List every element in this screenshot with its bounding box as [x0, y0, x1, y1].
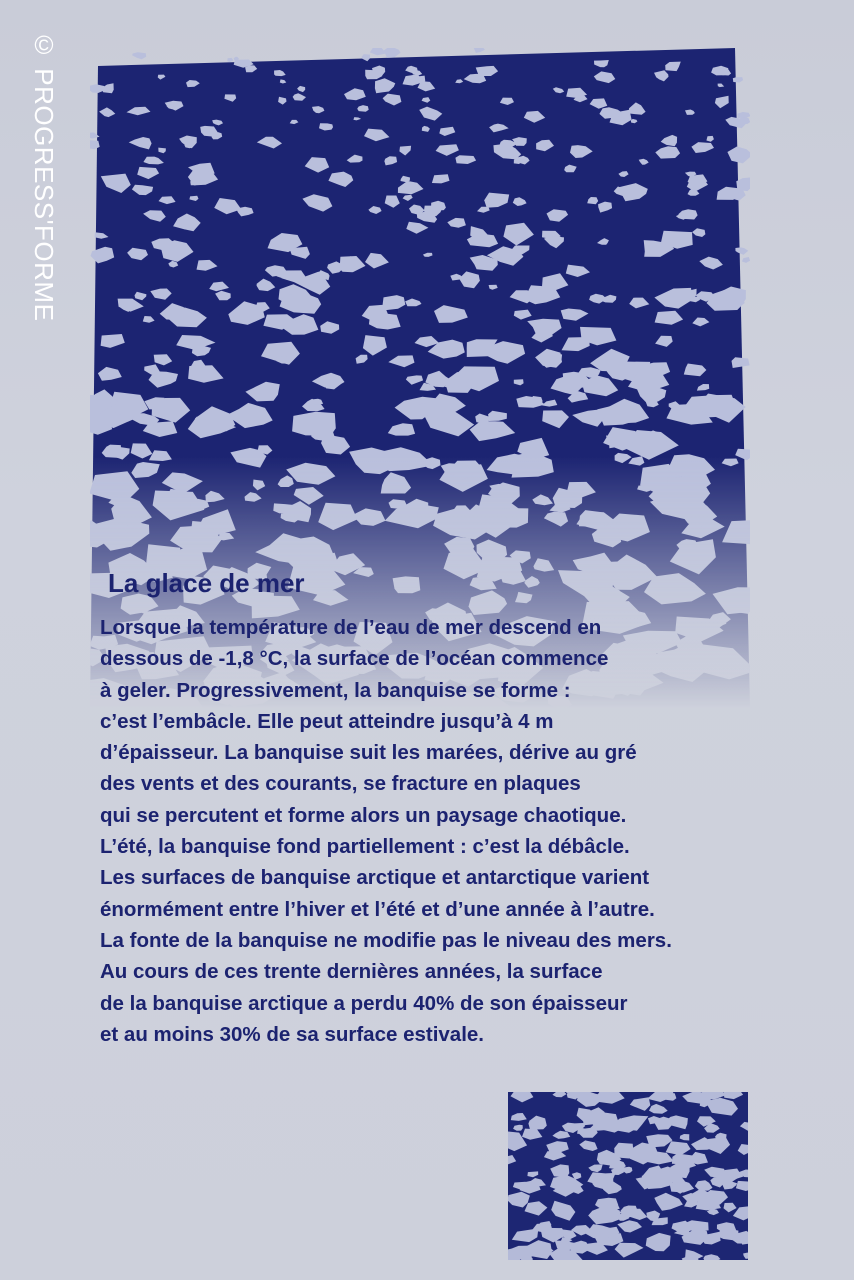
ice-floe [393, 576, 421, 593]
ice-floe [227, 58, 233, 62]
sea-ice-closeup-photo [508, 1092, 748, 1260]
ice-floe [732, 357, 750, 368]
ice-floe [733, 77, 743, 82]
panel-title: La glace de mer [108, 568, 305, 598]
body-line: d’épaisseur. La banquise suit les marées, dérive au gré [100, 741, 637, 765]
panel-body [100, 612, 750, 1050]
ice-floe [292, 412, 336, 436]
sea-ice-floes-photo [90, 48, 750, 708]
body-line: énormément entre l’hiver et l’été et d’une année à l’autre. [100, 897, 655, 921]
body-line: de la banquise arctique a perdu 40% de son épaisseur [100, 991, 628, 1015]
body-line: Au cours de ces trente dernières années, la surface [100, 960, 603, 984]
ice-floe [370, 48, 386, 55]
body-line: dessous de -1,8 °C, la surface de l’océan commence [100, 647, 609, 671]
ice-floe [384, 48, 401, 58]
body-line: à geler. Progressivement, la banquise se forme : [100, 678, 571, 702]
body-line: qui se percutent et forme alors un paysage chaotique. [100, 803, 627, 827]
copyright-watermark: © PROGRESS'FORME [29, 30, 59, 322]
body-line: Les surfaces de banquise arctique et antarctique varient [100, 866, 650, 890]
body-line: Lorsque la température de l’eau de mer descend en [100, 616, 602, 639]
ice-floe [737, 112, 750, 118]
body-line: et au moins 30% de sa surface estivale. [100, 1022, 484, 1046]
ice-floe [742, 257, 750, 263]
ice-floe [474, 48, 485, 53]
body-line: c’est l’embâcle. Elle peut atteindre jusqu’à 4 m [100, 709, 554, 733]
body-line: des vents et des courants, se fracture en plaques [100, 772, 581, 796]
ice-floe [741, 1238, 748, 1245]
body-line: L’été, la banquise fond partiellement : c’est la débâcle. [100, 835, 630, 859]
ice-floe [132, 52, 146, 59]
body-line: La fonte de la banquise ne modifie pas le niveau des mers. [100, 928, 672, 952]
